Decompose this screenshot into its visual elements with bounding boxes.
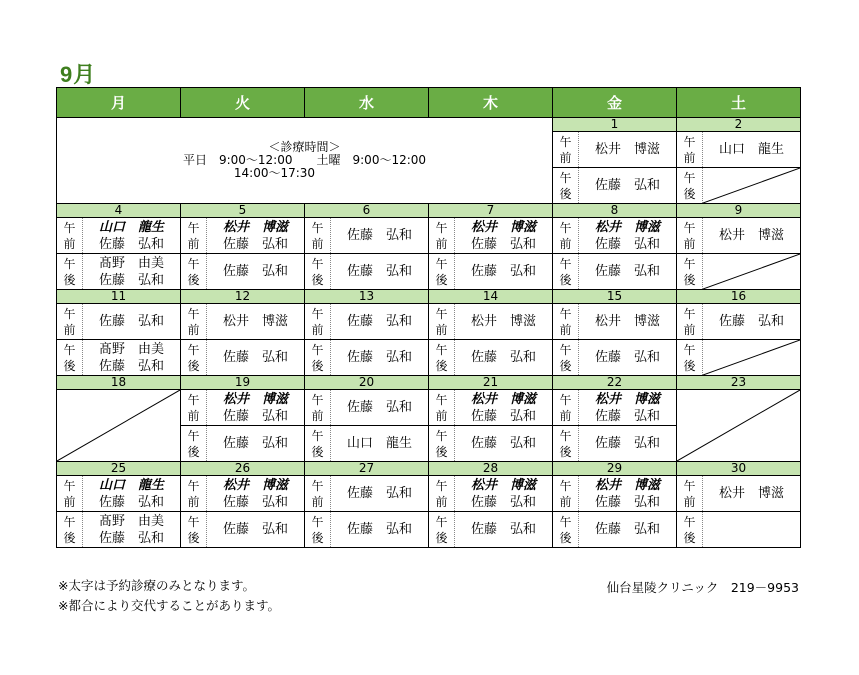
afternoon-label: 午 後 xyxy=(181,254,207,289)
clinic-hours-box xyxy=(57,118,553,204)
afternoon-label: 午 後 xyxy=(57,254,83,289)
afternoon-session-cell xyxy=(553,254,677,290)
doctor-name: 山口 龍生 xyxy=(346,436,412,451)
afternoon-row xyxy=(57,254,801,290)
morning-session-cell xyxy=(57,304,181,340)
doctor-name: 佐藤 弘和 xyxy=(718,314,784,329)
afternoon-session-cell xyxy=(429,512,553,548)
morning-session-cell xyxy=(677,132,801,168)
morning-session-cell xyxy=(553,390,677,426)
date-cell: 19 xyxy=(181,376,305,390)
weekday-header-row xyxy=(57,88,801,118)
doctor-name: 山口 龍生 xyxy=(98,477,164,493)
weekday-hours: 平日 9:00〜12:00 xyxy=(182,153,293,167)
doctor-name: 佐藤 弘和 xyxy=(594,436,660,451)
afternoon-session-cell xyxy=(305,512,429,548)
doctor-name: 髙野 由美 xyxy=(98,513,164,529)
date-cell: 26 xyxy=(181,462,305,476)
afternoon-label: 午 後 xyxy=(429,426,455,461)
date-cell: 27 xyxy=(305,462,429,476)
doctor-name: 佐藤 弘和 xyxy=(594,264,660,279)
morning-session-cell xyxy=(553,132,677,168)
date-cell: 20 xyxy=(305,376,429,390)
morning-label: 午 前 xyxy=(677,476,703,511)
date-cell: 18 xyxy=(57,376,181,390)
afternoon-label: 午 後 xyxy=(57,340,83,375)
morning-label: 午 前 xyxy=(181,476,207,511)
date-cell: 25 xyxy=(57,462,181,476)
morning-session-cell xyxy=(57,218,181,254)
month-title: 9月 xyxy=(60,62,97,87)
date-cell: 13 xyxy=(305,290,429,304)
morning-label: 午 前 xyxy=(57,304,83,339)
doctor-name: 松井 博滋 xyxy=(594,477,660,493)
doctor-name: 松井 博滋 xyxy=(222,391,288,407)
doctor-name: 松井 博滋 xyxy=(594,142,660,157)
afternoon-session-cell xyxy=(305,254,429,290)
afternoon-label: 午 後 xyxy=(305,426,331,461)
afternoon-label: 午 後 xyxy=(553,254,579,289)
note-bold-reservation: ※太字は予約診療のみとなります。 xyxy=(58,578,255,593)
date-cell: 2 xyxy=(677,118,801,132)
afternoon-label: 午 後 xyxy=(553,426,579,461)
afternoon-session-cell xyxy=(553,426,677,462)
doctor-name: 松井 博滋 xyxy=(470,314,536,329)
doctor-name: 佐藤 弘和 xyxy=(594,494,660,510)
morning-session-cell xyxy=(305,390,429,426)
afternoon-label: 午 後 xyxy=(57,512,83,547)
doctor-name: 佐藤 弘和 xyxy=(594,350,660,365)
doctor-name: 松井 博滋 xyxy=(718,228,784,243)
date-row xyxy=(57,462,801,476)
morning-session-cell xyxy=(677,304,801,340)
morning-session-cell xyxy=(553,304,677,340)
afternoon-label: 午 後 xyxy=(181,512,207,547)
date-cell: 30 xyxy=(677,462,801,476)
afternoon-label: 午 後 xyxy=(677,512,703,547)
doctor-name: 佐藤 弘和 xyxy=(346,486,412,501)
morning-label: 午 前 xyxy=(181,218,207,253)
weekday-header: 水 xyxy=(305,88,429,118)
afternoon-label: 午 後 xyxy=(305,512,331,547)
doctor-name: 佐藤 弘和 xyxy=(98,236,164,252)
afternoon-session-cell xyxy=(677,168,801,204)
doctor-name: 佐藤 弘和 xyxy=(98,314,164,329)
afternoon-label: 午 後 xyxy=(677,168,703,203)
weekday-header: 火 xyxy=(181,88,305,118)
morning-row xyxy=(57,390,801,426)
morning-label: 午 前 xyxy=(305,476,331,511)
doctor-name: 佐藤 弘和 xyxy=(346,314,412,329)
doctor-name: 佐藤 弘和 xyxy=(222,408,288,424)
doctor-name: 佐藤 弘和 xyxy=(222,522,288,537)
doctor-name: 佐藤 弘和 xyxy=(222,494,288,510)
afternoon-session-cell xyxy=(429,254,553,290)
afternoon-session-cell xyxy=(677,512,801,548)
doctor-name: 佐藤 弘和 xyxy=(222,350,288,365)
morning-row xyxy=(57,476,801,512)
afternoon-session-cell xyxy=(677,254,801,290)
date-cell: 12 xyxy=(181,290,305,304)
doctor-name: 山口 龍生 xyxy=(718,142,784,157)
morning-session-cell xyxy=(429,476,553,512)
doctor-name: 松井 博滋 xyxy=(222,314,288,329)
morning-label: 午 前 xyxy=(677,304,703,339)
doctor-name: 山口 龍生 xyxy=(98,219,164,235)
afternoon-label: 午 後 xyxy=(677,254,703,289)
doctor-name: 佐藤 弘和 xyxy=(98,272,164,288)
weekday-header: 木 xyxy=(429,88,553,118)
morning-session-cell xyxy=(677,476,801,512)
morning-session-cell xyxy=(553,476,677,512)
morning-label: 午 前 xyxy=(181,304,207,339)
clinic-name-phone: 仙台星陵クリニック 219－9953 xyxy=(606,580,799,595)
morning-session-cell xyxy=(181,476,305,512)
afternoon-label: 午 後 xyxy=(429,340,455,375)
morning-session-cell xyxy=(57,476,181,512)
afternoon-session-cell xyxy=(181,340,305,376)
afternoon-label: 午 後 xyxy=(429,512,455,547)
doctor-name: 佐藤 弘和 xyxy=(594,408,660,424)
date-cell: 29 xyxy=(553,462,677,476)
afternoon-session-cell xyxy=(57,254,181,290)
date-cell: 16 xyxy=(677,290,801,304)
doctor-name: 佐藤 弘和 xyxy=(470,236,536,252)
morning-label: 午 前 xyxy=(57,476,83,511)
weekday-header: 金 xyxy=(553,88,677,118)
afternoon-label: 午 後 xyxy=(181,426,207,461)
saturday-hours: 土曜 9:00〜12:00 xyxy=(316,153,427,167)
doctor-name: 松井 博滋 xyxy=(594,314,660,329)
morning-label: 午 前 xyxy=(57,218,83,253)
afternoon-session-cell xyxy=(553,512,677,548)
weekday-header: 土 xyxy=(677,88,801,118)
closed-diagonal xyxy=(703,254,800,289)
morning-label: 午 前 xyxy=(429,476,455,511)
afternoon-row xyxy=(57,340,801,376)
morning-label: 午 前 xyxy=(305,218,331,253)
afternoon-session-cell xyxy=(429,426,553,462)
morning-label: 午 前 xyxy=(553,390,579,425)
morning-label: 午 前 xyxy=(181,390,207,425)
date-cell: 4 xyxy=(57,204,181,218)
date-cell: 8 xyxy=(553,204,677,218)
afternoon-session-cell xyxy=(677,340,801,376)
doctor-name: 佐藤 弘和 xyxy=(346,350,412,365)
weekday-header: 月 xyxy=(57,88,181,118)
afternoon-row xyxy=(57,512,801,548)
date-cell: 9 xyxy=(677,204,801,218)
doctor-name: 松井 博滋 xyxy=(594,219,660,235)
morning-label: 午 前 xyxy=(305,304,331,339)
morning-label: 午 前 xyxy=(429,304,455,339)
morning-session-cell xyxy=(429,304,553,340)
date-cell: 1 xyxy=(553,118,677,132)
doctor-name: 佐藤 弘和 xyxy=(470,350,536,365)
afternoon-session-cell xyxy=(305,426,429,462)
doctor-name: 佐藤 弘和 xyxy=(98,530,164,546)
afternoon-label: 午 後 xyxy=(677,340,703,375)
date-cell: 22 xyxy=(553,376,677,390)
doctor-name: 佐藤 弘和 xyxy=(470,264,536,279)
date-cell: 6 xyxy=(305,204,429,218)
doctor-name: 髙野 由美 xyxy=(98,341,164,357)
morning-session-cell xyxy=(677,218,801,254)
afternoon-session-cell xyxy=(57,340,181,376)
morning-session-cell xyxy=(181,390,305,426)
morning-label: 午 前 xyxy=(305,390,331,425)
doctor-name: 佐藤 弘和 xyxy=(594,522,660,537)
doctor-name: 佐藤 弘和 xyxy=(98,358,164,374)
doctor-name: 佐藤 弘和 xyxy=(346,400,412,415)
doctor-name: 松井 博滋 xyxy=(594,391,660,407)
morning-label: 午 前 xyxy=(677,132,703,167)
date-cell: 23 xyxy=(677,376,801,390)
doctor-name: 佐藤 弘和 xyxy=(222,436,288,451)
date-row xyxy=(57,376,801,390)
afternoon-session-cell xyxy=(181,512,305,548)
afternoon-label: 午 後 xyxy=(429,254,455,289)
doctor-name: 松井 博滋 xyxy=(222,477,288,493)
schedule-calendar xyxy=(56,87,801,548)
morning-session-cell xyxy=(553,218,677,254)
date-cell: 5 xyxy=(181,204,305,218)
hours-heading: ＜診療時間＞ xyxy=(268,140,341,154)
doctor-name: 佐藤 弘和 xyxy=(98,494,164,510)
doctor-name: 髙野 由美 xyxy=(98,255,164,271)
morning-row xyxy=(57,218,801,254)
doctor-name: 佐藤 弘和 xyxy=(594,178,660,193)
morning-session-cell xyxy=(181,304,305,340)
morning-label: 午 前 xyxy=(553,218,579,253)
afternoon-label: 午 後 xyxy=(553,340,579,375)
date-cell: 11 xyxy=(57,290,181,304)
morning-row xyxy=(57,304,801,340)
note-substitution: ※都合により交代することがあります。 xyxy=(58,598,280,613)
afternoon-session-cell xyxy=(429,340,553,376)
doctor-name: 松井 博滋 xyxy=(470,391,536,407)
doctor-name: 松井 博滋 xyxy=(470,477,536,493)
morning-session-cell xyxy=(181,218,305,254)
afternoon-label: 午 後 xyxy=(181,340,207,375)
morning-label: 午 前 xyxy=(429,218,455,253)
afternoon-session-cell xyxy=(305,340,429,376)
afternoon-hours: 14:00〜17:30 xyxy=(233,166,316,180)
afternoon-session-cell xyxy=(553,340,677,376)
afternoon-label: 午 後 xyxy=(305,340,331,375)
closed-diagonal xyxy=(703,340,800,375)
date-cell: 28 xyxy=(429,462,553,476)
doctor-name: 佐藤 弘和 xyxy=(594,236,660,252)
doctor-name: 佐藤 弘和 xyxy=(222,236,288,252)
morning-label: 午 前 xyxy=(677,218,703,253)
date-cell: 15 xyxy=(553,290,677,304)
doctor-name: 佐藤 弘和 xyxy=(346,522,412,537)
closed-day-cell xyxy=(677,390,801,462)
morning-session-cell xyxy=(429,218,553,254)
morning-session-cell xyxy=(305,304,429,340)
afternoon-label: 午 後 xyxy=(553,168,579,203)
date-row xyxy=(57,118,801,132)
afternoon-session-cell xyxy=(181,254,305,290)
closed-diagonal xyxy=(57,390,180,461)
date-row xyxy=(57,204,801,218)
doctor-name: 松井 博滋 xyxy=(222,219,288,235)
morning-label: 午 前 xyxy=(553,304,579,339)
morning-session-cell xyxy=(305,476,429,512)
date-cell: 14 xyxy=(429,290,553,304)
morning-session-cell xyxy=(429,390,553,426)
doctor-name: 佐藤 弘和 xyxy=(346,264,412,279)
closed-day-cell xyxy=(57,390,181,462)
afternoon-session-cell xyxy=(181,426,305,462)
closed-diagonal xyxy=(703,168,800,203)
morning-label: 午 前 xyxy=(553,476,579,511)
afternoon-label: 午 後 xyxy=(305,254,331,289)
morning-label: 午 前 xyxy=(553,132,579,167)
doctor-name: 佐藤 弘和 xyxy=(222,264,288,279)
doctor-name: 佐藤 弘和 xyxy=(470,408,536,424)
afternoon-session-cell xyxy=(553,168,677,204)
closed-diagonal xyxy=(677,390,800,461)
doctor-name: 松井 博滋 xyxy=(470,219,536,235)
afternoon-session-cell xyxy=(57,512,181,548)
doctor-name: 松井 博滋 xyxy=(718,486,784,501)
date-cell: 21 xyxy=(429,376,553,390)
doctor-name: 佐藤 弘和 xyxy=(470,436,536,451)
morning-label: 午 前 xyxy=(429,390,455,425)
date-cell: 7 xyxy=(429,204,553,218)
doctor-name: 佐藤 弘和 xyxy=(346,228,412,243)
afternoon-label: 午 後 xyxy=(553,512,579,547)
doctor-name: 佐藤 弘和 xyxy=(470,494,536,510)
date-row xyxy=(57,290,801,304)
morning-session-cell xyxy=(305,218,429,254)
doctor-name: 佐藤 弘和 xyxy=(470,522,536,537)
